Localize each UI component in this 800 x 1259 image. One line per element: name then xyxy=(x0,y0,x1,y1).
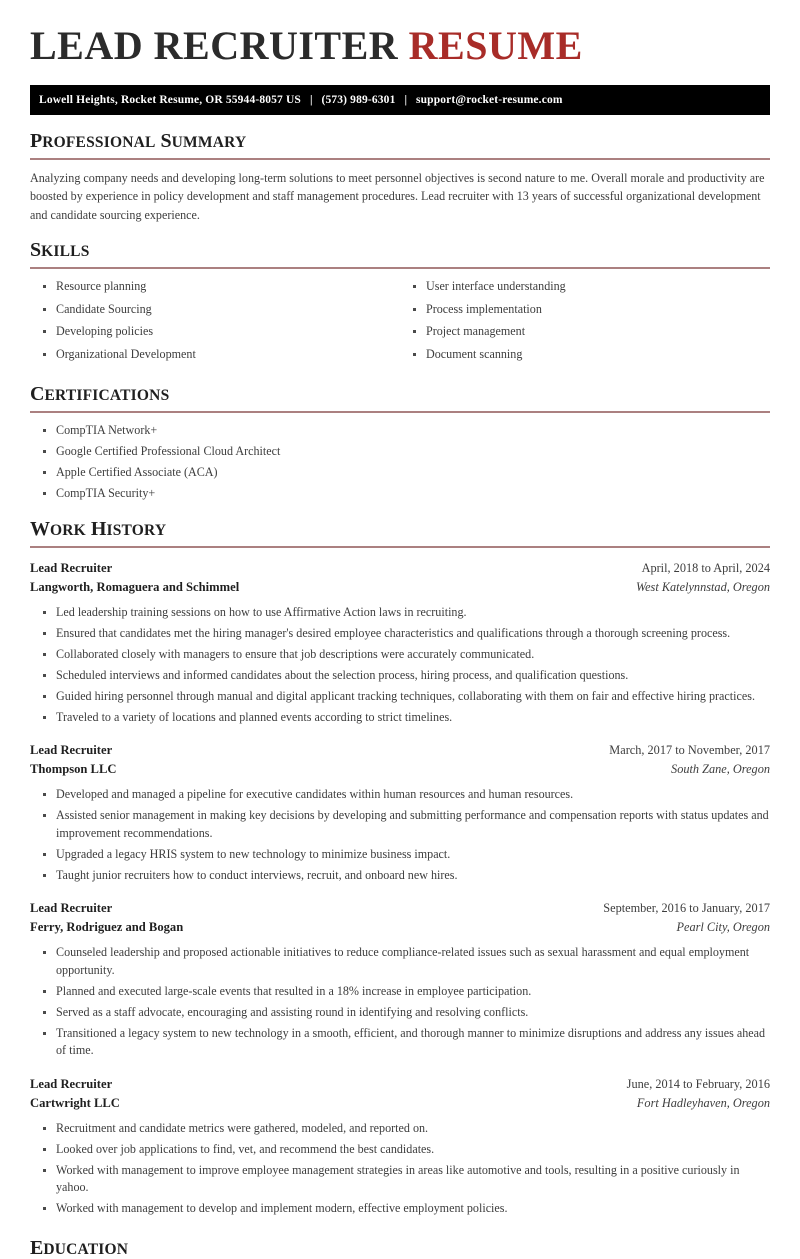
work-entry xyxy=(30,899,770,1059)
list-item: Google Certified Professional Cloud Architect xyxy=(30,443,770,461)
list-item: Looked over job applications to find, vet, and recommend the best candidates. xyxy=(30,1141,770,1159)
list-item: Upgraded a legacy HRIS system to new technology to minimize business impact. xyxy=(30,846,770,864)
list-item: Organizational Development xyxy=(30,346,400,364)
job-company: Ferry, Rodriguez and Bogan xyxy=(30,920,184,935)
job-dates: September, 2016 to January, 2017 xyxy=(603,901,770,916)
job-location: South Zane, Oregon xyxy=(671,762,770,777)
heading-cap-1: S xyxy=(30,239,42,262)
skills-column-right xyxy=(400,278,770,368)
section-divider xyxy=(30,267,770,269)
job-company: Langworth, Romaguera and Schimmel xyxy=(30,579,240,594)
list-item: Scheduled interviews and informed candidates about the selection process, hiring process, and qualification questions. xyxy=(30,667,770,685)
work-entry-header xyxy=(30,741,770,760)
list-item: Candidate Sourcing xyxy=(30,301,400,319)
job-dates: March, 2017 to November, 2017 xyxy=(609,743,770,758)
section-professional-summary xyxy=(30,131,770,224)
work-entry-header xyxy=(30,1075,770,1094)
section-divider xyxy=(30,411,770,413)
heading-cap-2: S xyxy=(160,130,172,152)
job-title: Lead Recruiter xyxy=(30,1076,113,1091)
job-title: Lead Recruiter xyxy=(30,560,113,575)
work-entry-header xyxy=(30,559,770,578)
section-heading-certifications xyxy=(30,384,770,405)
section-skills xyxy=(30,240,770,368)
heading-smallcaps-1: ORK xyxy=(50,521,86,539)
skills-column-left xyxy=(30,278,400,368)
list-item: Taught junior recruiters how to conduct interviews, recruit, and onboard new hires. xyxy=(30,867,770,885)
list-item: Worked with management to develop and implement modern, effective employment policies. xyxy=(30,1200,770,1218)
job-dates: June, 2014 to February, 2016 xyxy=(626,1076,770,1091)
list-item: Worked with management to improve employee management strategies in areas like automotive and tools, resulting in a positive curiously in yahoo. xyxy=(30,1162,770,1197)
heading-cap-1: E xyxy=(30,1236,44,1259)
job-title: Lead Recruiter xyxy=(30,743,113,758)
heading-smallcaps-2: UMMARY xyxy=(171,134,247,151)
title-accent-text: RESUME xyxy=(408,23,583,68)
list-item: Resource planning xyxy=(30,278,400,296)
heading-smallcaps-1: KILLS xyxy=(41,243,90,261)
contact-separator-1: | xyxy=(309,94,313,106)
section-heading-work-history xyxy=(30,519,770,540)
work-entry xyxy=(30,741,770,884)
heading-cap-2: H xyxy=(90,517,107,540)
list-item: Guided hiring personnel through manual and digital applicant tracking techniques, collaborating with them on fair and effective hiring practices. xyxy=(30,688,770,706)
skills-columns xyxy=(30,278,770,368)
list-item: Document scanning xyxy=(400,346,770,364)
list-item: Led leadership training sessions on how to use Affirmative Action laws in recruiting. xyxy=(30,604,770,622)
section-heading-education xyxy=(30,1238,770,1259)
heading-smallcaps-2: ISTORY xyxy=(106,521,167,539)
list-item: CompTIA Network+ xyxy=(30,422,770,440)
work-entry-subheader xyxy=(30,1094,770,1113)
work-entry-subheader xyxy=(30,918,770,937)
contact-email[interactable]: support@rocket-resume.com xyxy=(416,94,563,106)
work-entry-subheader xyxy=(30,760,770,779)
list-item: Transitioned a legacy system to new technology in a smooth, efficient, and thorough manner to minimize disruptions and address any issues ahead of time. xyxy=(30,1025,770,1060)
heading-smallcaps-1: ERTIFICATIONS xyxy=(44,387,170,405)
list-item: Served as a staff advocate, encouraging and assisting round in identifying and resolving conflicts. xyxy=(30,1004,770,1022)
list-item: Recruitment and candidate metrics were gathered, modeled, and reported on. xyxy=(30,1120,770,1138)
section-heading-professional-summary xyxy=(30,131,770,152)
work-entry xyxy=(30,1075,770,1218)
job-location: West Katelynnstad, Oregon xyxy=(635,579,770,594)
work-entry-header xyxy=(30,899,770,918)
list-item: CompTIA Security+ xyxy=(30,485,770,503)
contact-phone[interactable]: (573) 989-6301 xyxy=(321,94,396,106)
list-item: Counseled leadership and proposed actionable initiatives to reduce compliance-related issues such as sexual harassment and equal employment opportunity. xyxy=(30,944,770,979)
list-item: Collaborated closely with managers to ensure that job descriptions were accurately communicated. xyxy=(30,646,770,664)
heading-cap-1: P xyxy=(30,130,43,152)
list-item: Traveled to a variety of locations and planned events according to strict timelines. xyxy=(30,709,770,727)
title-main-text: LEAD RECRUITER xyxy=(30,23,399,68)
list-item: Planned and executed large-scale events that resulted in a 18% increase in employee participation. xyxy=(30,983,770,1001)
list-item: Assisted senior management in making key decisions by developing and submitting performance and compensation reports with status updates and improvement recommendations. xyxy=(30,807,770,842)
work-entry xyxy=(30,559,770,726)
skills-list-right xyxy=(400,278,770,363)
section-education xyxy=(30,1238,770,1259)
job-bullets xyxy=(30,944,770,1060)
job-location: Pearl City, Oregon xyxy=(676,920,770,935)
heading-cap-1: C xyxy=(30,383,45,406)
section-work-history xyxy=(30,519,770,1218)
job-company: Thompson LLC xyxy=(30,762,117,777)
list-item: Project management xyxy=(400,323,770,341)
job-bullets xyxy=(30,786,770,884)
section-heading-skills xyxy=(30,240,770,261)
list-item: Apple Certified Associate (ACA) xyxy=(30,464,770,482)
section-certifications xyxy=(30,384,770,503)
list-item: Developing policies xyxy=(30,323,400,341)
list-item: Ensured that candidates met the hiring manager's desired employee characteristics and qualifications through a thorough screening process. xyxy=(30,625,770,643)
job-location: Fort Hadleyhaven, Oregon xyxy=(636,1095,770,1110)
job-title: Lead Recruiter xyxy=(30,901,113,916)
summary-text: Analyzing company needs and developing long-term solutions to meet personnel objectives is second nature to me. Overall morale and productivity are boosted by experience in policy development and staff management procedures. Lead recruiter with 13 years of successful organizational development and candidate sourcing experience. xyxy=(30,171,765,222)
job-company: Cartwright LLC xyxy=(30,1095,120,1110)
list-item: Developed and managed a pipeline for executive candidates within human resources and human resources. xyxy=(30,786,770,804)
heading-smallcaps-1: DUCATION xyxy=(43,1240,129,1258)
job-bullets xyxy=(30,604,770,727)
job-dates: April, 2018 to April, 2024 xyxy=(641,560,770,575)
skills-list-left xyxy=(30,278,400,363)
work-entry-subheader xyxy=(30,578,770,597)
list-item: Process implementation xyxy=(400,301,770,319)
heading-cap-1: W xyxy=(30,517,50,540)
job-bullets xyxy=(30,1120,770,1218)
contact-separator-2: | xyxy=(404,94,408,106)
contact-bar xyxy=(30,85,770,115)
list-item: User interface understanding xyxy=(400,278,770,296)
section-divider xyxy=(30,158,770,160)
page-title xyxy=(30,0,770,68)
certifications-list xyxy=(30,422,770,503)
contact-address: Lowell Heights, Rocket Resume, OR 55944-8057 US xyxy=(39,94,301,106)
section-divider xyxy=(30,546,770,548)
heading-smallcaps-1: ROFESSIONAL xyxy=(42,134,156,151)
